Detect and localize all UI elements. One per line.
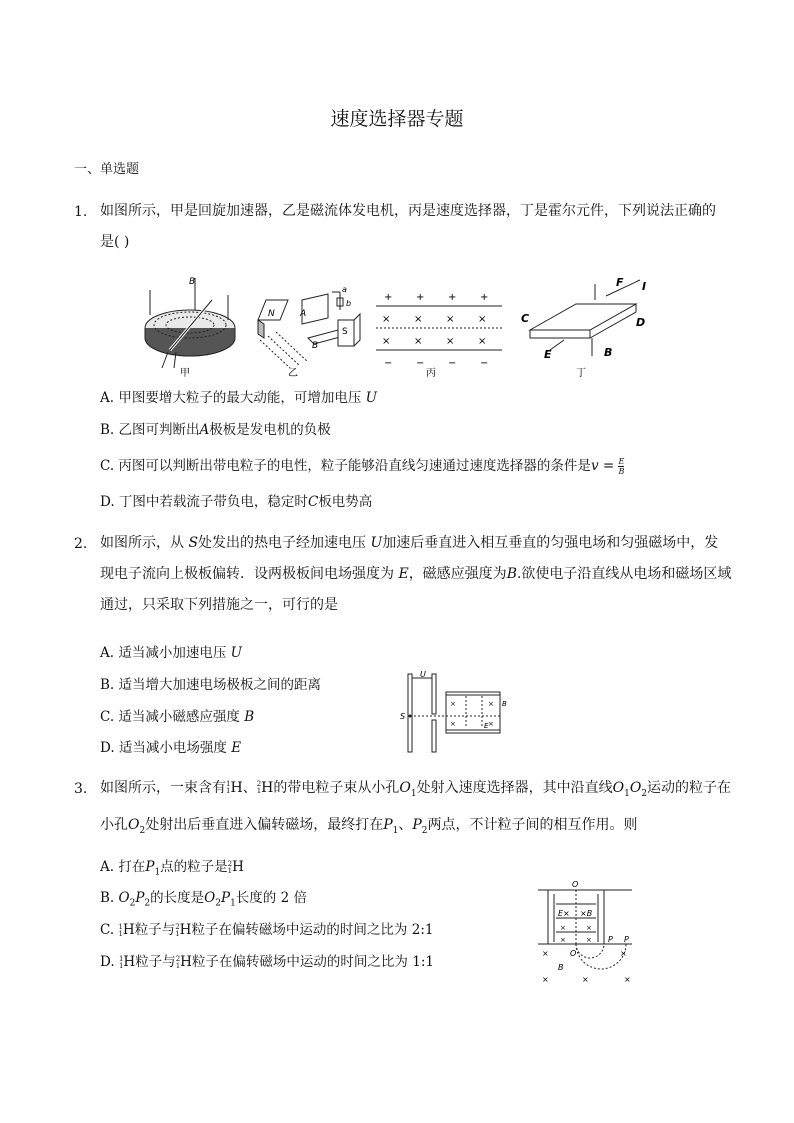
atomic-number: 1 <box>118 961 124 970</box>
fraction-den: B <box>618 467 625 476</box>
cross-mark: × <box>488 720 494 728</box>
plus-sign: + <box>448 292 457 303</box>
mass-number: 1 <box>118 954 124 963</box>
q1-option-a[interactable] <box>100 386 377 406</box>
option-text: A. 打在 <box>100 859 146 875</box>
stem-sub: 1 <box>410 788 417 799</box>
option-var: C <box>307 494 319 510</box>
stem-text: 、 <box>242 780 257 796</box>
option-var: v <box>590 458 599 474</box>
q1-fig-label-F: F <box>616 276 624 289</box>
q2-fig-label-E: E <box>484 722 489 730</box>
stem-sub: 2 <box>421 825 428 836</box>
option-sub: 1 <box>230 898 236 909</box>
stem-text: 处射入速度选择器，其中沿直线 <box>416 780 613 796</box>
option-text: 粒子与 <box>134 922 176 938</box>
cyclotron-diagram <box>145 278 235 368</box>
q3-stem-line2 <box>100 810 750 847</box>
option-text: 粒子在偏转磁场中运动的时间之比为 2:1 <box>191 922 434 938</box>
atomic-number: 1 <box>118 929 123 938</box>
q1-fig-label-Bplate: B <box>312 341 319 351</box>
minus-sign: − <box>384 358 393 369</box>
stem-text: 处射出后垂直进入偏转磁场，最终打在 <box>145 816 384 833</box>
option-var: A <box>199 422 210 438</box>
q1-fig-label-b: b <box>346 299 352 308</box>
q1-fig-label-S: S <box>342 327 348 337</box>
q2-stem-line3: 通过，只采取下列措施之一，可行的是 <box>100 597 338 613</box>
isotope-symbol: H <box>122 922 135 938</box>
option-text: 粒子在偏转磁场中运动的时间之比为 1:1 <box>191 954 434 970</box>
q1-fig-caption-ding: 丁 <box>576 368 586 379</box>
stem-text: 如图所示，一束含有 <box>100 780 226 796</box>
q1-option-c[interactable] <box>100 454 624 476</box>
stem-var: O <box>629 780 642 796</box>
option-var: P <box>145 859 155 875</box>
plus-sign: + <box>416 292 425 303</box>
atomic-number: 1 <box>227 866 233 875</box>
q3-fig-label-P2: P <box>624 935 629 944</box>
q2-option-a[interactable] <box>100 641 242 661</box>
minus-sign: − <box>416 358 425 369</box>
option-var: O <box>204 890 216 906</box>
option-text: A. 甲图要增大粒子的最大动能，可增加电压 <box>100 390 366 406</box>
q1-fig-label-C: C <box>521 312 530 325</box>
q3-fig-label-E: E× <box>558 909 570 918</box>
atomic-number: 1 <box>175 929 180 938</box>
stem-text: 加速后垂直进入相互垂直的匀强电场和匀强磁场中，发 <box>382 535 719 551</box>
stem-text: 处发出的热电子经加速电压 <box>198 535 371 551</box>
q3-fig-label-B2: B <box>558 963 564 972</box>
option-text: D. <box>100 954 119 970</box>
q1-fig-caption-jia: 甲 <box>180 368 190 379</box>
option-var: P <box>135 890 145 906</box>
q1-fig-label-A: A <box>300 309 307 319</box>
q3-option-c[interactable] <box>100 918 433 938</box>
option-text: A. 适当减小加速电压 <box>100 645 231 661</box>
mass-number: 1 <box>226 780 231 788</box>
stem-text: .欲使电子沿直线从电场和磁场区域 <box>516 566 732 582</box>
q1-fig-label-E: E <box>544 348 552 361</box>
option-sub: 1 <box>154 867 161 878</box>
q2-figure <box>396 668 516 758</box>
stem-text: ，磁感应强度为 <box>408 566 507 582</box>
option-var: P <box>220 890 231 906</box>
q1-fig-label-a: a <box>342 285 347 294</box>
q3-fig-label-P1: P <box>608 935 613 944</box>
stem-text: 两点，不计粒子间的相互作用。则 <box>427 816 638 833</box>
q2-number: 2. <box>74 536 88 552</box>
q1-number: 1. <box>74 204 88 220</box>
isotope-symbol: H <box>232 859 244 875</box>
isotope-symbol: H <box>179 922 192 938</box>
cross-mark: × <box>586 924 592 932</box>
stem-sub: 2 <box>641 788 648 799</box>
option-text: B. <box>100 890 119 906</box>
option-sub: 2 <box>215 898 221 909</box>
q1-fig-label-B: B <box>189 277 196 287</box>
option-var: O <box>118 890 130 906</box>
q2-stem <box>100 528 750 621</box>
cross-mark: × <box>446 336 455 347</box>
option-text: C. <box>100 922 119 938</box>
stem-text: 如图所示，从 <box>100 535 189 551</box>
cross-mark: × <box>586 936 592 944</box>
q2-apparatus <box>408 674 500 752</box>
option-sub: 2 <box>144 898 151 909</box>
q3-stem <box>100 773 750 847</box>
cross-mark: × <box>446 314 455 325</box>
q3-figure <box>534 878 644 986</box>
mass-number: 2 <box>175 922 180 931</box>
stem-var: P <box>412 816 422 833</box>
isotope-symbol: H <box>180 954 192 970</box>
q3-fig-label-O2: O <box>570 949 577 958</box>
stem-text: 小孔 <box>100 816 128 833</box>
page-title: 速度选择器专题 <box>330 108 464 130</box>
stem-sub: 1 <box>392 825 399 836</box>
option-text: 长度的 2 倍 <box>235 890 307 906</box>
mass-number: 2 <box>256 780 262 788</box>
option-text: 点的粒子是 <box>160 859 228 875</box>
stem-var: O <box>399 780 411 796</box>
q2-stem-line1 <box>100 528 750 559</box>
cross-mark: × <box>450 720 456 728</box>
q2-option-d[interactable] <box>100 736 241 756</box>
option-text: 粒子与 <box>135 954 176 970</box>
isotope-symbol: H <box>123 954 136 970</box>
q2-fig-label-B: B <box>502 700 507 708</box>
stem-sub: 1 <box>624 788 630 799</box>
q3-option-a[interactable] <box>100 855 244 878</box>
q1-fig-label-D: D <box>636 316 646 329</box>
cross-mark: × <box>582 975 589 984</box>
stem-var: P <box>383 816 393 833</box>
option-text: 极板是发电机的负极 <box>209 422 331 438</box>
option-text: = <box>598 458 619 474</box>
q2-fig-label-U: U <box>420 670 426 679</box>
plus-sign: + <box>384 292 393 303</box>
plus-sign: + <box>480 292 489 303</box>
q1-fig-caption-yi: 乙 <box>288 368 298 379</box>
cross-mark: × <box>478 314 487 325</box>
option-sub: 2 <box>129 898 136 909</box>
q3-option-b[interactable] <box>100 886 307 909</box>
cross-mark: × <box>414 336 423 347</box>
q1-figure <box>140 270 660 380</box>
minus-sign: − <box>480 358 489 369</box>
cross-mark: × <box>382 336 391 347</box>
q3-stem-line1 <box>100 773 750 810</box>
q1-fig-label-I: I <box>642 280 647 293</box>
option-text: B. 乙图可判断出 <box>100 422 200 438</box>
source-dot <box>409 715 412 718</box>
stem-text: 现电子流向上极板偏转．设两极板间电场强度为 <box>100 566 399 582</box>
hall-element-diagram <box>530 280 640 356</box>
q3-option-d[interactable] <box>100 950 434 970</box>
option-text: D. 适当减小电场强度 <box>100 740 232 756</box>
option-var: U <box>230 645 243 661</box>
q2-option-c[interactable] <box>100 705 254 725</box>
option-text: D. 丁图中若载流子带负电，稳定时 <box>100 494 308 510</box>
q1-fig-label-Bdown: B <box>604 346 613 359</box>
q1-fig-caption-bing: 丙 <box>426 368 436 379</box>
mass-number: 1 <box>118 922 123 931</box>
atomic-number: 1 <box>175 961 181 970</box>
cross-mark: × <box>382 314 391 325</box>
stem-text: 运动的粒子在 <box>647 780 732 796</box>
cross-mark: × <box>478 336 487 347</box>
cross-mark: × <box>414 314 423 325</box>
q3-fig-label-O1: O <box>572 880 579 889</box>
fraction <box>618 457 624 476</box>
option-text: C. 丙图可以判断出带电粒子的电性，粒子能够沿直线匀速通过速度选择器的条件是 <box>100 458 591 474</box>
cross-mark: × <box>560 936 566 944</box>
atomic-number: 1 <box>226 787 231 795</box>
q1-stem-line2: 是( ) <box>100 234 130 250</box>
q2-stem-line2 <box>100 559 750 590</box>
q3-fig-label-B1: ×B <box>580 909 593 918</box>
stem-var: E <box>398 566 409 582</box>
isotope-symbol: H <box>230 780 243 796</box>
cross-mark: × <box>620 949 627 958</box>
q3-apparatus <box>538 890 632 969</box>
mass-number: 2 <box>227 859 233 868</box>
minus-sign: − <box>448 358 457 369</box>
q3-number: 3. <box>74 781 88 797</box>
stem-text: 、 <box>398 816 413 833</box>
q1-fig-label-N: N <box>268 309 275 319</box>
q1-option-b[interactable] <box>100 418 331 438</box>
stem-var: O <box>128 816 140 833</box>
option-var: U <box>365 390 378 406</box>
cross-mark: × <box>560 924 566 932</box>
stem-var: S <box>188 535 199 551</box>
stem-text: 的带电粒子束从小孔 <box>273 780 400 796</box>
isotope-symbol: H <box>261 780 274 796</box>
option-text: 板电势高 <box>318 494 373 510</box>
stem-var: O <box>612 780 625 796</box>
option-var: B <box>244 709 255 725</box>
q2-fig-label-S: S <box>400 712 406 721</box>
option-text: 的长度是 <box>150 890 205 906</box>
cross-mark: × <box>542 975 549 984</box>
fraction-num: E <box>618 457 625 466</box>
q1-stem-line1: 如图所示，甲是回旋加速器，乙是磁流体发电机，丙是速度选择器，丁是霍尔元件，下列说法正确的 <box>100 203 716 219</box>
cross-mark: × <box>542 949 549 958</box>
q1-bing-signs <box>382 292 488 369</box>
q1-option-d[interactable] <box>100 490 372 510</box>
mass-number: 2 <box>175 954 181 963</box>
option-var: E <box>231 740 242 756</box>
stem-sub: 2 <box>139 825 146 836</box>
atomic-number: 1 <box>256 787 262 795</box>
section-heading: 一、单选题 <box>74 162 140 177</box>
option-text: B. 适当增大加速电场极板之间的距离 <box>100 677 322 693</box>
cross-mark: × <box>624 975 631 984</box>
stem-var: B <box>506 566 517 582</box>
q1-stem <box>100 196 740 258</box>
cross-mark: × <box>450 700 456 708</box>
q2-option-b[interactable] <box>100 673 321 693</box>
stem-var: U <box>370 535 383 551</box>
option-text: C. 适当减小磁感应强度 <box>100 709 245 725</box>
cross-mark: × <box>488 700 494 708</box>
